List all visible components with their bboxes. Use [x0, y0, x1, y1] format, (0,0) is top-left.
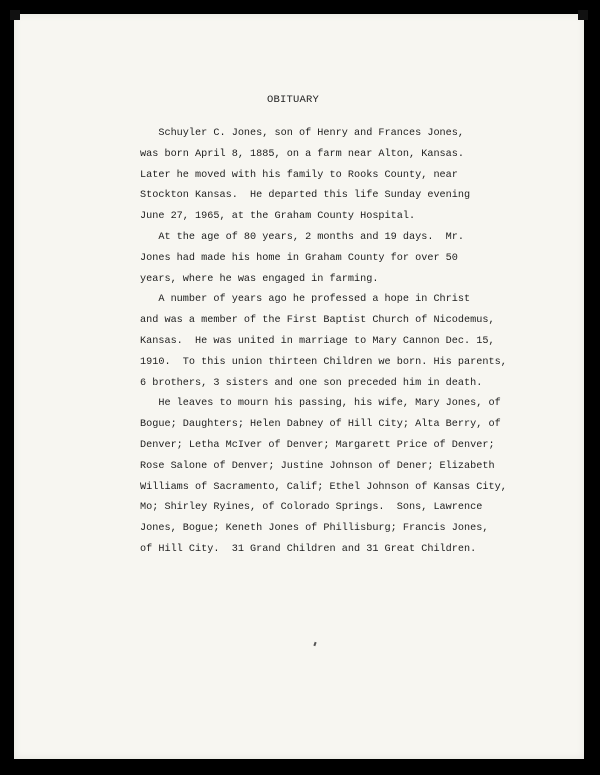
document-title-text: OBITUARY — [266, 94, 319, 106]
corner-mark-top-right — [578, 10, 588, 20]
body-line: A number of years ago he professed a hope in Christ — [140, 294, 471, 306]
body-line: was born April 8, 1885, on a farm near Alton, Kansas. — [140, 148, 465, 160]
paper-speck — [313, 642, 316, 646]
corner-mark-top-left — [10, 10, 20, 20]
body-line: Denver; Letha McIver of Denver; Margarett Price of Denver; — [140, 439, 495, 451]
body-line: Stockton Kansas. He departed this life Sunday evening — [140, 190, 471, 202]
body-line: Jones, Bogue; Keneth Jones of Phillisburg; Francis Jones, — [140, 523, 489, 535]
body-line: 1910. To this union thirteen Children we born. His parents, — [140, 356, 507, 368]
document-page — [14, 14, 584, 759]
body-line: years, where he was engaged in farming. — [140, 273, 379, 285]
body-line: Bogue; Daughters; Helen Dabney of Hill City; Alta Berry, of — [140, 419, 501, 431]
body-line: Mo; Shirley Ryines, of Colorado Springs. Sons, Lawrence — [140, 502, 483, 514]
body-line: Later he moved with his family to Rooks County, near — [140, 169, 458, 181]
body-line: and was a member of the First Baptist Church of Nicodemus, — [140, 315, 495, 327]
body-line: Williams of Sacramento, Calif; Ethel Johnson of Kansas City, — [140, 481, 507, 493]
body-line: Schuyler C. Jones, son of Henry and Frances Jones, — [140, 128, 465, 139]
body-line: of Hill City. 31 Grand Children and 31 Great Children. — [140, 543, 477, 555]
body-line: He leaves to mourn his passing, his wife, Mary Jones, of — [140, 398, 501, 410]
body-line: Kansas. He was united in marriage to Mary Cannon Dec. 15, — [140, 335, 495, 347]
body-line: 6 brothers, 3 sisters and one son preceded him in death. — [140, 377, 483, 389]
body-line: At the age of 80 years, 2 months and 19 days. Mr. — [140, 231, 465, 243]
document-body — [140, 124, 520, 561]
body-line: June 27, 1965, at the Graham County Hospital. — [140, 211, 416, 223]
body-line: Jones had made his home in Graham County for over 50 — [140, 252, 458, 264]
body-line: Rose Salone of Denver; Justine Johnson of Dener; Elizabeth — [140, 460, 495, 472]
document-title — [14, 94, 584, 106]
